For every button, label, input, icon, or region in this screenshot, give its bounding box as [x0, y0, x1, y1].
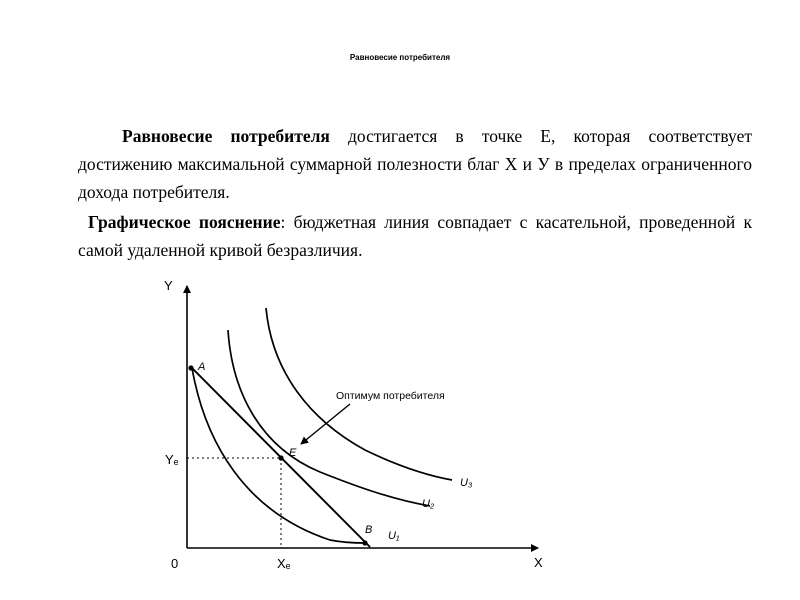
curve-u3-label: U₃ — [460, 477, 473, 489]
point-b — [362, 540, 367, 545]
point-a — [188, 365, 193, 370]
curve-u1-label: U₁ — [388, 530, 400, 542]
optimum-callout-arrow — [301, 404, 350, 444]
x-e-label: Xₑ — [277, 556, 291, 571]
paragraph-graphic-explanation — [78, 208, 752, 264]
point-a-label: A — [198, 361, 206, 373]
indifference-curve-diagram — [160, 272, 560, 582]
page-title: Равновесие потребителя — [349, 53, 451, 62]
optimum-label: Оптимум потребителя — [336, 390, 445, 402]
paragraph2-text: : бюджетная линия совпадает с касательной, проведенной к самой удаленной кривой безразличия. — [78, 212, 752, 260]
origin-label: 0 — [171, 556, 179, 571]
paragraph2-bold-lead: Графическое пояснение — [88, 212, 281, 232]
point-b-label: B — [365, 524, 373, 536]
point-e-label: E — [289, 447, 297, 459]
y-e-label: Yₑ — [165, 452, 179, 467]
y-axis-label: Y — [164, 278, 173, 293]
paragraph1-text: достигается в точке Е, которая соответствует достижению максимальной суммарной полезности благ Х и У в пределах ограниченного дохода потребителя. — [78, 126, 752, 202]
paragraph-consumer-equilibrium — [78, 122, 752, 206]
paragraph1-bold-lead: Равновесие потребителя — [122, 126, 330, 146]
x-axis-label: X — [534, 555, 543, 570]
curve-u2-label: U₂ — [422, 498, 435, 510]
indifference-curve-u2 — [228, 330, 430, 506]
